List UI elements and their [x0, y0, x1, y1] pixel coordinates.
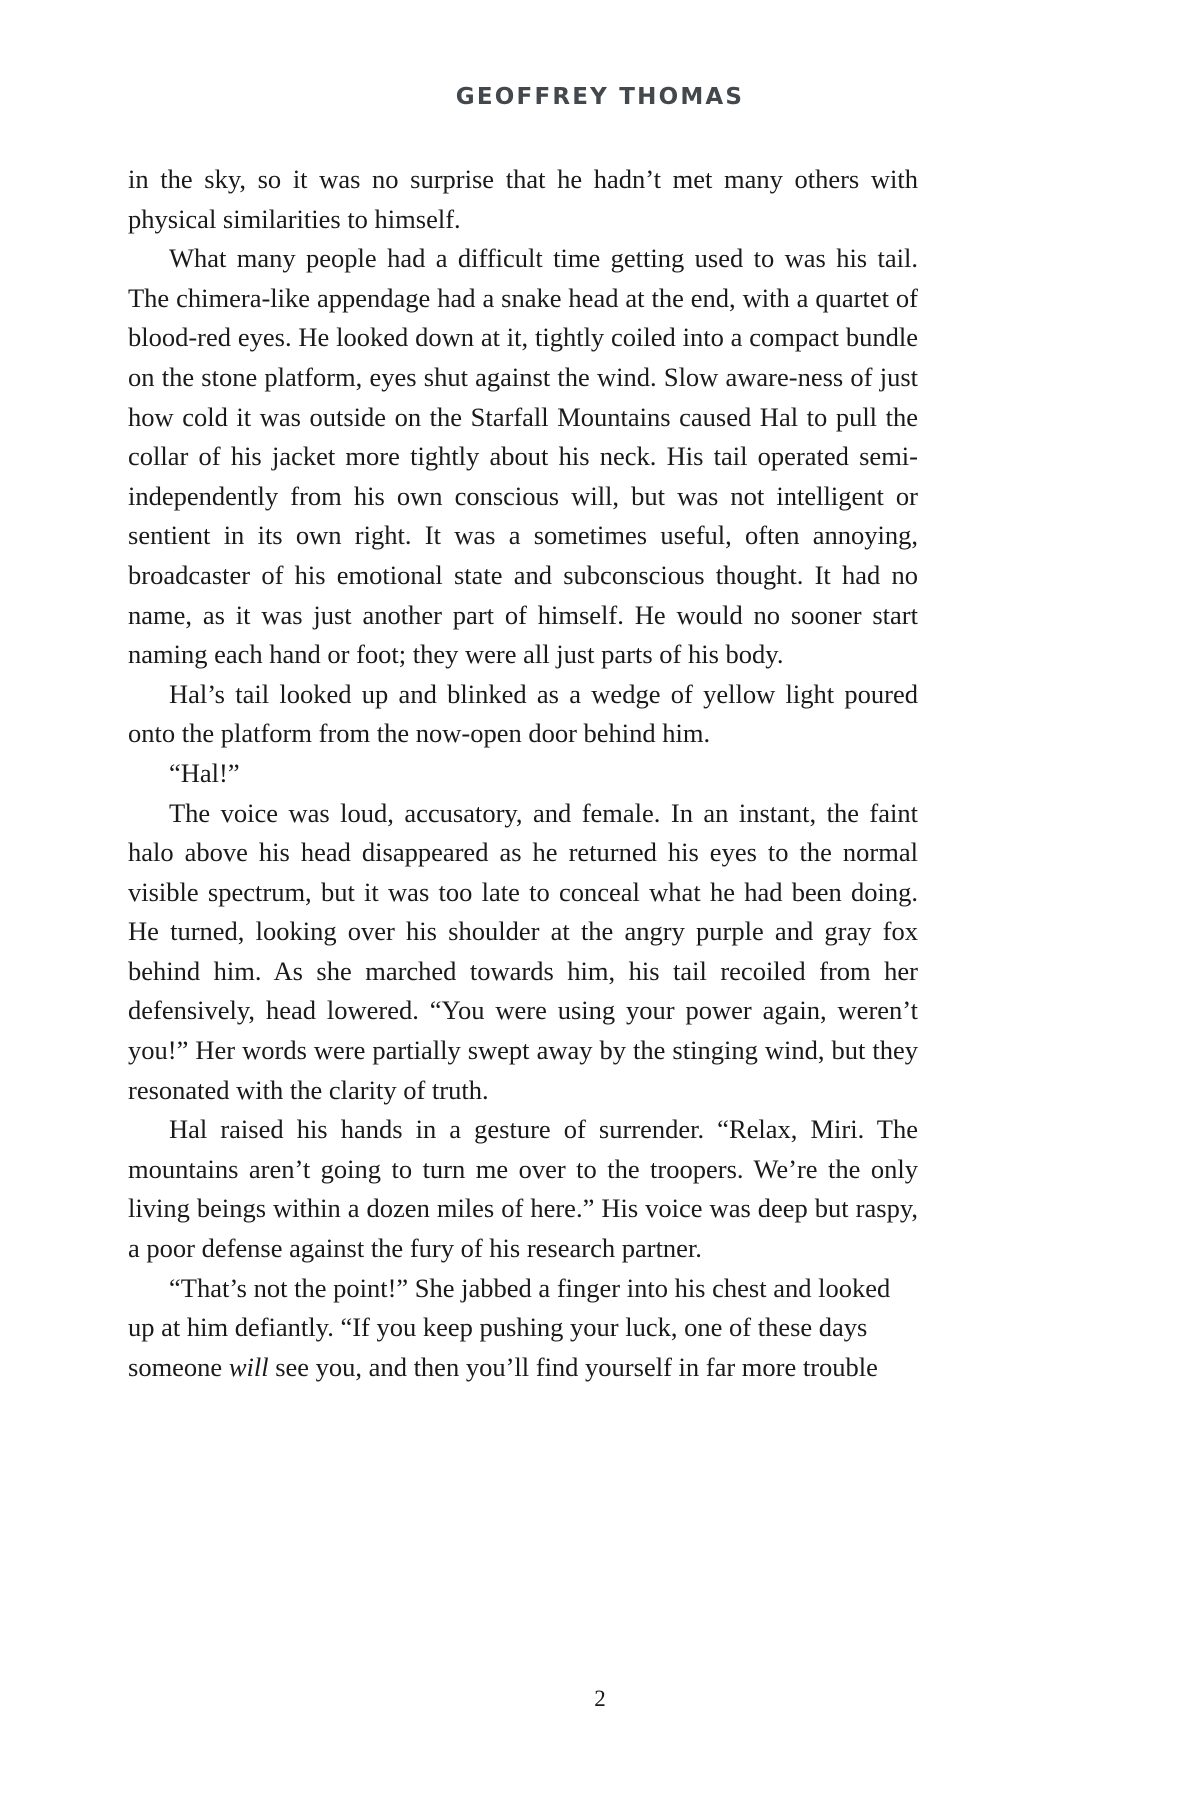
text-run: The voice was loud, accusatory, and female. In an instant, the faint halo above his head disappeared as he returned his eyes to the normal visible spectrum, but it was too late to conceal what he had been doing. He turned, looking over his shoulder at the angry purple and gray fox behind him. As she marched towards him, his tail recoiled from her defensively, head lowered. “You were using your power again, weren’t you!” Her words were partially swept away by the stinging wind, but they resonated with the clarity of truth. — [128, 797, 918, 1105]
paragraph — [128, 675, 918, 754]
text-run: in the sky, so it was no surprise that he hadn’t met many others with physical similarities to himself. — [128, 164, 918, 234]
page-number: 2 — [594, 1686, 606, 1711]
text-run: see you, and then you’ll find yourself in far more trouble — [268, 1351, 878, 1382]
text-run: What many people had a difficult time getting used to was his tail. The chimera-like appendage had a snake head at the end, with a quartet of blood-red eyes. He looked down at it, tightly coiled into a compact bundle on the stone platform, eyes shut against the wind. Slow aware-ness of just how cold it was outside on the Starfall Mountains caused Hal to pull the collar of his jacket more tightly about his neck. His tail operated semi-independently from his own conscious will, but was not intelligent or sentient in its own right. It was a sometimes useful, often annoying, broadcaster of his emotional state and subconscious thought. It had no name, as it was just another part of himself. He would no sooner start naming each hand or foot; they were all just parts of his body. — [128, 243, 918, 670]
paragraph — [128, 1110, 918, 1268]
text-run: “Hal!” — [169, 757, 240, 788]
paragraph — [128, 239, 918, 675]
text-run: Hal raised his hands in a gesture of surrender. “Relax, Miri. The mountains aren’t going to turn me over to the troopers. We’re the only living beings within a dozen miles of here.” His voice was deep but raspy, a poor defense against the fury of his research partner. — [128, 1114, 918, 1264]
paragraph — [128, 794, 918, 1111]
emphasized-text: will — [228, 1351, 269, 1382]
paragraph — [128, 1269, 918, 1388]
running-head-author: GEOFFREY THOMAS — [455, 84, 745, 110]
text-run: “That’s not the point!” She jabbed a finger into his chest and looked up at him defiantly. “If you keep pushing your luck, one of these days someone — [128, 1272, 891, 1382]
paragraph — [128, 754, 918, 794]
body-text-block — [128, 160, 918, 1387]
paragraph — [128, 160, 918, 239]
text-run: Hal’s tail looked up and blinked as a wedge of yellow light poured onto the platform from the now-open door behind him. — [128, 678, 918, 749]
